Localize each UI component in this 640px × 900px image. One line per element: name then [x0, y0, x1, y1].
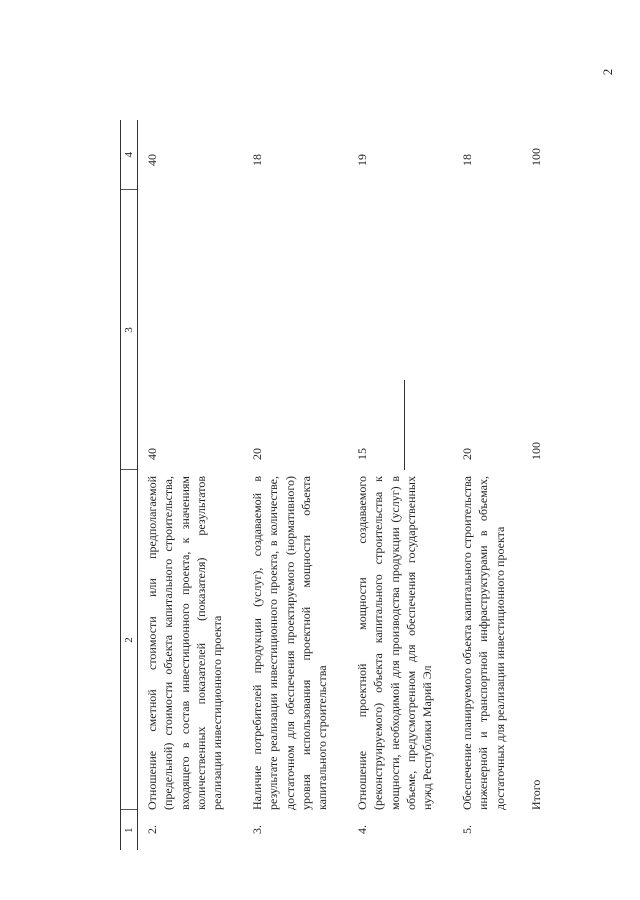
row-number: 4.: [355, 825, 370, 834]
row-number: 5.: [460, 825, 475, 834]
criteria-table: [120, 120, 562, 850]
table-row: [348, 120, 453, 850]
row-number: 2.: [145, 825, 160, 834]
page-number: 2: [600, 68, 615, 76]
total-number-cell: [526, 810, 562, 850]
table-row: [243, 120, 348, 850]
row-description: Отношение проектной мощности создаваемого (реконструируемого) объекта капитального строительства к мощности, необходимой для производства продукции (услуг) в объеме, предусмотренном для обеспечения государственных нужд Республики Марий Эл: [355, 476, 435, 810]
rotated-table-area: [120, 120, 543, 850]
row-value-col4: 18: [460, 154, 475, 166]
row-description: Наличие потребителей продукции (услуг), создаваемой в результате реализации инвестиционного проекта, в количестве, достаточном для обеспечения проектируемого (нормативного) уровня использования проектной мощности объекта капитального строительства: [250, 476, 330, 810]
total-value-col4: 100: [528, 148, 543, 166]
row-value-col3: 40: [145, 448, 160, 460]
row-value-col4: 40: [145, 154, 160, 166]
header-col-1: 1: [121, 810, 138, 850]
table-row: [453, 120, 526, 850]
total-value-col3: 100: [528, 442, 543, 460]
header-col-3: 3: [121, 190, 138, 470]
row-value-col4: 18: [250, 154, 265, 166]
header-col-2: 2: [121, 470, 138, 810]
total-row: [526, 120, 562, 850]
row-number: 3.: [250, 825, 265, 834]
table-header-row: [121, 120, 138, 850]
end-of-table-rule: [404, 380, 405, 470]
row-description: Обеспечение планируемого объекта капитального строительства инженерной и транспортной инфраструктурами в объемах, достаточных для реализации инвестиционного проекта: [460, 476, 507, 810]
row-value-col3: 15: [355, 448, 370, 460]
total-label: Итого: [528, 779, 543, 810]
header-col-4: 4: [121, 120, 138, 190]
row-value-col3: 20: [250, 448, 265, 460]
row-value-col4: 19: [355, 154, 370, 166]
row-value-col3: 20: [460, 448, 475, 460]
table-row: [138, 120, 244, 850]
row-description: Отношение сметной стоимости или предполагаемой (предельной) стоимости объекта капитального строительства, входящего в состав инвестиционного проекта, к значениям количественных показателей (показателя) результатов реализации инвестиционного проекта: [145, 476, 225, 810]
